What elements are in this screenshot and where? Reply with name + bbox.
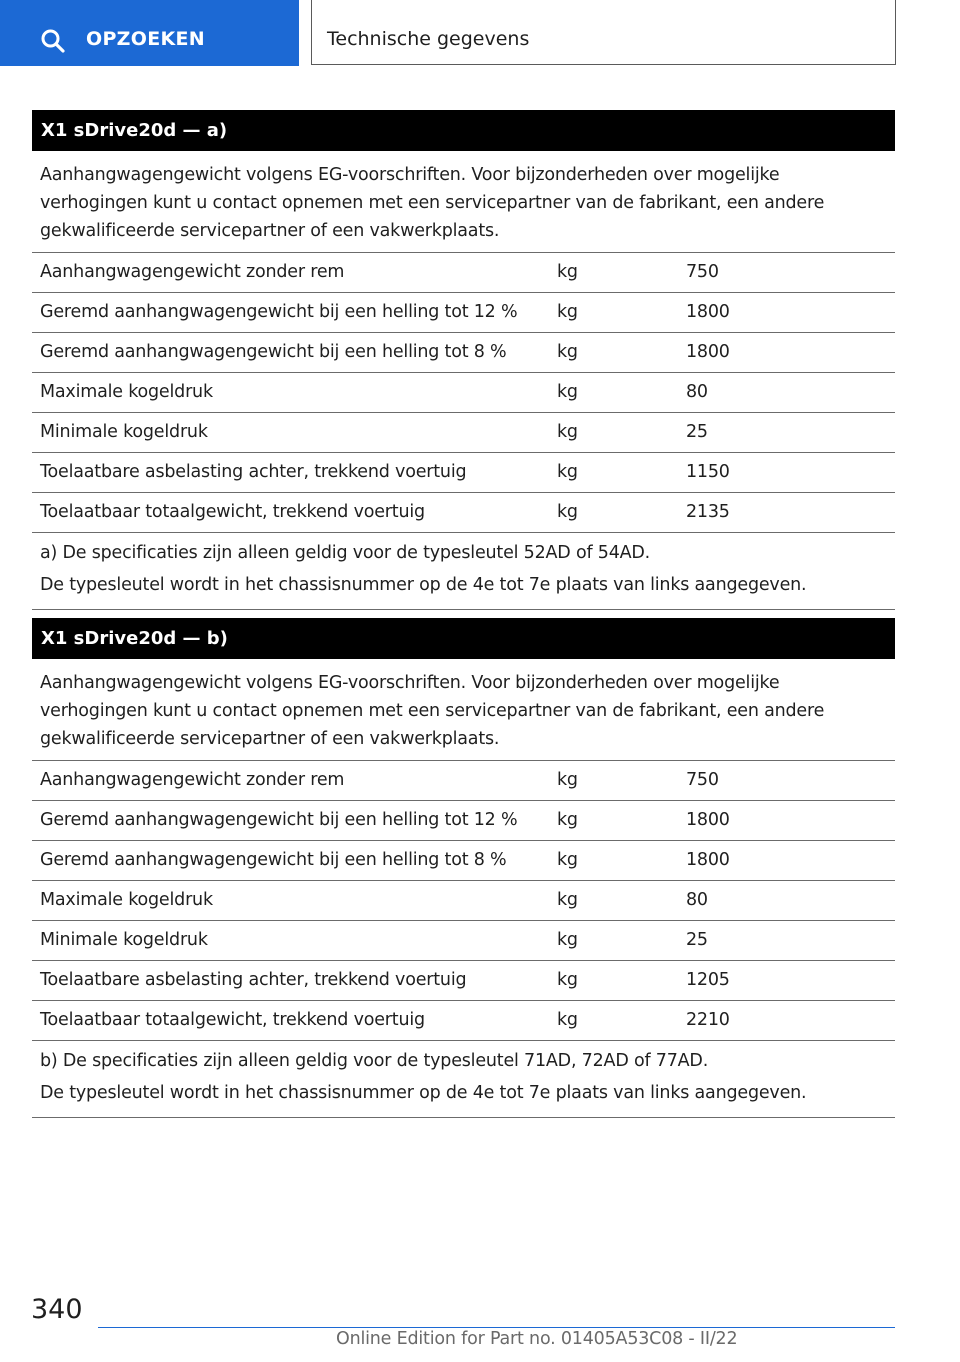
table-row (32, 373, 895, 413)
block-intro: Aanhangwagengewicht volgens EG-voorschriften. Voor bijzonderheden over mogelijke verhogingen kunt u contact opnemen met een servicepartner van de fabrikant, een andere gekwalificeerde servicepartner of een vakwerkplaats. (32, 659, 895, 761)
row-label: Toelaatbare asbelasting achter, trekkend voertuig (40, 462, 467, 482)
row-unit: kg (557, 890, 578, 910)
block-title: X1 sDrive20d — a) (32, 110, 895, 151)
row-value: 1800 (686, 810, 730, 830)
table-row (32, 881, 895, 921)
spec-block-b (32, 618, 895, 1118)
footnote: De typesleutel wordt in het chassisnummer op de 4e tot 7e plaats van links aangegeven. (40, 575, 807, 595)
row-label: Toelaatbaar totaalgewicht, trekkend voertuig (40, 1010, 425, 1030)
footer-edition: Online Edition for Part no. 01405A53C08 - II/22 (336, 1329, 738, 1349)
row-value: 1800 (686, 342, 730, 362)
row-unit: kg (557, 422, 578, 442)
row-unit: kg (557, 970, 578, 990)
top-navigation-bar (0, 0, 960, 66)
row-label: Maximale kogeldruk (40, 382, 213, 402)
table-row (32, 413, 895, 453)
block-title: X1 sDrive20d — b) (32, 618, 895, 659)
spec-block-a (32, 110, 895, 610)
row-value: 25 (686, 422, 708, 442)
row-unit: kg (557, 810, 578, 830)
table-row (32, 921, 895, 961)
table-row (32, 761, 895, 801)
table-row (32, 1001, 895, 1041)
footnote: De typesleutel wordt in het chassisnummer op de 4e tot 7e plaats van links aangegeven. (40, 1083, 807, 1103)
row-value: 1800 (686, 302, 730, 322)
table-row (32, 493, 895, 533)
row-value: 1205 (686, 970, 730, 990)
row-unit: kg (557, 382, 578, 402)
search-button[interactable] (0, 0, 299, 66)
row-label: Aanhangwagengewicht zonder rem (40, 262, 345, 282)
row-value: 1800 (686, 850, 730, 870)
row-unit: kg (557, 302, 578, 322)
row-unit: kg (557, 770, 578, 790)
table-row (32, 333, 895, 373)
row-label: Geremd aanhangwagengewicht bij een helling tot 12 % (40, 302, 518, 322)
row-unit: kg (557, 262, 578, 282)
row-value: 80 (686, 382, 708, 402)
footer-divider (98, 1327, 895, 1328)
row-unit: kg (557, 342, 578, 362)
table-row (32, 801, 895, 841)
search-icon (40, 28, 66, 54)
row-label: Minimale kogeldruk (40, 422, 208, 442)
row-value: 750 (686, 262, 719, 282)
row-label: Geremd aanhangwagengewicht bij een helling tot 8 % (40, 342, 507, 362)
page-number: 340 (31, 1294, 83, 1325)
row-label: Geremd aanhangwagengewicht bij een helling tot 8 % (40, 850, 507, 870)
row-unit: kg (557, 502, 578, 522)
row-value: 2135 (686, 502, 730, 522)
table-row (32, 961, 895, 1001)
row-value: 80 (686, 890, 708, 910)
row-label: Toelaatbaar totaalgewicht, trekkend voertuig (40, 502, 425, 522)
row-value: 25 (686, 930, 708, 950)
footnote: b) De specificaties zijn alleen geldig voor de typesleutel 71AD, 72AD of 77AD. (40, 1051, 709, 1071)
table-row (32, 253, 895, 293)
row-label: Geremd aanhangwagengewicht bij een helling tot 12 % (40, 810, 518, 830)
table-row (32, 841, 895, 881)
search-button-label: OPZOEKEN (86, 28, 205, 50)
row-value: 750 (686, 770, 719, 790)
row-value: 2210 (686, 1010, 730, 1030)
row-unit: kg (557, 1010, 578, 1030)
row-label: Toelaatbare asbelasting achter, trekkend voertuig (40, 970, 467, 990)
row-label: Aanhangwagengewicht zonder rem (40, 770, 345, 790)
row-value: 1150 (686, 462, 730, 482)
table-row (32, 453, 895, 493)
row-label: Maximale kogeldruk (40, 890, 213, 910)
row-unit: kg (557, 850, 578, 870)
row-unit: kg (557, 930, 578, 950)
section-title-tab (311, 0, 896, 65)
section-title: Technische gegevens (327, 28, 530, 50)
block-footnotes (32, 533, 895, 610)
footnote: a) De specificaties zijn alleen geldig voor de typesleutel 52AD of 54AD. (40, 543, 651, 563)
row-unit: kg (557, 462, 578, 482)
block-intro: Aanhangwagengewicht volgens EG-voorschriften. Voor bijzonderheden over mogelijke verhogingen kunt u contact opnemen met een servicepartner van de fabrikant, een andere gekwalificeerde servicepartner of een vakwerkplaats. (32, 151, 895, 253)
row-label: Minimale kogeldruk (40, 930, 208, 950)
block-footnotes (32, 1041, 895, 1118)
table-row (32, 293, 895, 333)
